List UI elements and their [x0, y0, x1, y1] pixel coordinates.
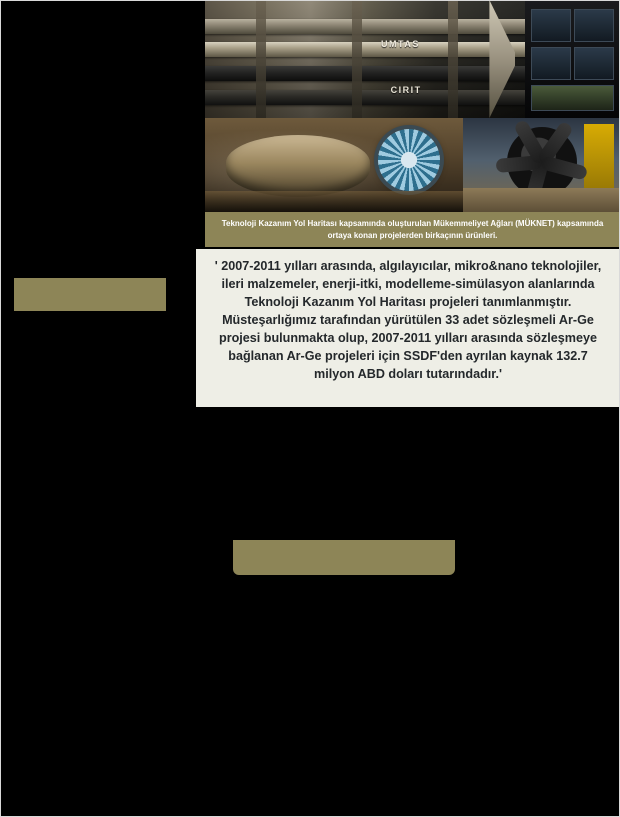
engine-cowling — [226, 135, 370, 197]
accent-block-lower — [233, 540, 455, 575]
console-screen-5 — [531, 85, 615, 111]
missile-rack-photo — [205, 0, 525, 118]
pull-quote-panel — [196, 249, 620, 407]
missile-2 — [205, 42, 525, 56]
console-screen-3 — [531, 47, 571, 80]
missile-label-umtas: UMTAS — [381, 38, 420, 49]
photo-collage — [205, 0, 620, 212]
rack-post-mid — [352, 0, 362, 118]
hangar-floor — [205, 191, 463, 212]
missile-1 — [205, 19, 525, 34]
console-screen-1 — [531, 9, 571, 42]
missile-label-cirit: CIRIT — [390, 84, 422, 95]
rack-post-left — [256, 0, 266, 118]
missile-4 — [205, 90, 525, 105]
pull-quote-text: ' 2007-2011 yılları arasında, algılayıcılar, mikro&nano teknolojiler, ileri malzemeler, enerji-itki, modelleme-simülasyon alanlarında Teknoloji Kazanım Yol Haritası projeleri tanımlanmıştır. Müsteşarlığımız tarafından yürütülen 33 adet sözleşmeli Ar-Ge projesi bulunmakta olup, 2007-2011 yılları arasında sözleşmeye bağlanan Ar-Ge projeleri için SSDF'den ayrılan kaynak 132.7 milyon ABD doları tutarındadır.' — [214, 259, 602, 381]
propeller-test-rig-photo — [463, 118, 620, 212]
rack-post-right — [448, 0, 458, 118]
engine-fan-hub — [378, 129, 440, 191]
figure-caption: Teknoloji Kazanım Yol Haritası kapsamında oluşturulan Mükemmeliyet Ağları (MÜKNET) kapsamında ortaya konan projelerden birkaçının ürünleri. — [205, 212, 620, 247]
console-screen-2 — [574, 9, 614, 42]
control-consoles-photo — [525, 0, 620, 118]
missile-3 — [205, 66, 525, 81]
ground-surface — [463, 188, 620, 212]
turbine-engine-photo — [205, 118, 463, 212]
console-screen-4 — [574, 47, 614, 80]
accent-bar-left — [14, 278, 166, 311]
propeller-blade — [540, 156, 588, 181]
